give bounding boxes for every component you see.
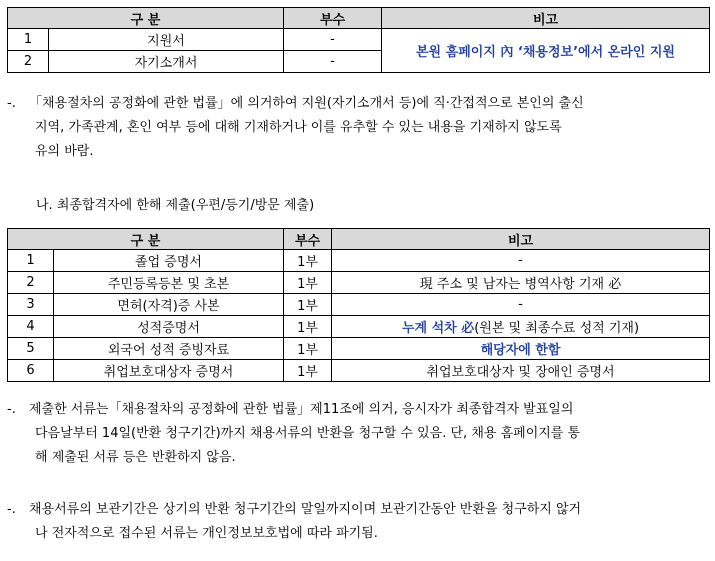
section-heading: 나. 최종합격자에 한해 제출(우편/등기/방문 제출): [36, 198, 315, 213]
document-remark: 現 주소 및 남자는 병역사항 기재 必: [332, 272, 710, 294]
document-name: 외국어 성적 증빙자료: [54, 338, 284, 360]
note-line: 해 제출된 서류 등은 반환하지 않음.: [35, 450, 236, 465]
table-row: [8, 294, 710, 316]
table-row: [8, 338, 710, 360]
final-candidate-documents-table: [7, 228, 710, 382]
document-remark: 취업보호대상자 및 장애인 증명서: [332, 360, 710, 382]
remark-detail: (원본 및 최종수료 성적 기재): [474, 321, 640, 336]
note-line: 「채용절차의 공정화에 관한 법률」에 의거하여 지원(자기소개서 등)에 직·간접적으로 본인의 출신: [29, 96, 584, 111]
header-category: 구 분: [8, 229, 284, 250]
row-number: 3: [8, 294, 54, 316]
header-remark: 비고: [382, 8, 710, 29]
document-count: 1부: [284, 272, 332, 294]
note-line: 유의 바람.: [35, 144, 94, 159]
table-header-row: [8, 8, 710, 29]
row-number: 2: [8, 272, 54, 294]
application-documents-table: [7, 7, 710, 73]
document-name: 지원서: [49, 29, 284, 51]
row-number: 2: [8, 51, 49, 73]
row-number: 6: [8, 360, 54, 382]
header-category: 구 분: [8, 8, 284, 29]
document-remark: 해당자에 한함: [332, 338, 710, 360]
header-remark: 비고: [332, 229, 710, 250]
table-row: [8, 360, 710, 382]
document-name: 졸업 증명서: [54, 250, 284, 272]
online-application-remark: 본원 홈페이지 內 ‘채용정보’에서 온라인 지원: [382, 29, 710, 73]
row-number: 4: [8, 316, 54, 338]
table-row: [8, 250, 710, 272]
document-count: 1부: [284, 316, 332, 338]
document-name: 성적증명서: [54, 316, 284, 338]
header-count: 부수: [284, 229, 332, 250]
note-bullet: -.: [7, 402, 16, 417]
note-line: 제출한 서류는「채용절차의 공정화에 관한 법률」제11조에 의거, 응시자가 최종합격자 발표일의: [29, 402, 574, 417]
note-document-retention: [7, 498, 709, 546]
note-line: 나 전자적으로 접수된 서류는 개인정보보호법에 따라 파기됨.: [35, 526, 378, 541]
document-count: 1부: [284, 250, 332, 272]
row-number: 5: [8, 338, 54, 360]
row-number: 1: [8, 250, 54, 272]
table-row: [8, 29, 710, 51]
note-line: 다음날부터 14일(반환 청구기간)까지 채용서류의 반환을 청구할 수 있음. 단, 채용 홈페이지를 통: [35, 426, 581, 441]
document-name: 자기소개서: [49, 51, 284, 73]
document-name: 주민등록등본 및 초본: [54, 272, 284, 294]
table-header-row: [8, 229, 710, 250]
document-count: -: [284, 51, 382, 73]
document-name: 면허(자격)증 사본: [54, 294, 284, 316]
note-bullet: -.: [7, 96, 16, 111]
note-bullet: -.: [7, 502, 16, 517]
document-remark: -: [332, 294, 710, 316]
table-row: [8, 272, 710, 294]
document-remark: -: [332, 250, 710, 272]
note-fair-hiring: [7, 92, 709, 164]
table-row: [8, 316, 710, 338]
note-line: 지역, 가족관계, 혼인 여부 등에 대해 기재하거나 이를 유추할 수 있는 내용을 기재하지 않도록: [35, 120, 562, 135]
header-count: 부수: [284, 8, 382, 29]
remark-emphasis: 누계 석차 必: [401, 321, 475, 336]
document-name: 취업보호대상자 증명서: [54, 360, 284, 382]
note-document-return: [7, 398, 709, 470]
document-remark: [332, 316, 710, 338]
document-count: -: [284, 29, 382, 51]
note-line: 채용서류의 보관기간은 상기의 반환 청구기간의 말일까지이며 보관기간동안 반환을 청구하지 않거: [29, 502, 582, 517]
document-count: 1부: [284, 294, 332, 316]
row-number: 1: [8, 29, 49, 51]
document-count: 1부: [284, 360, 332, 382]
document-count: 1부: [284, 338, 332, 360]
